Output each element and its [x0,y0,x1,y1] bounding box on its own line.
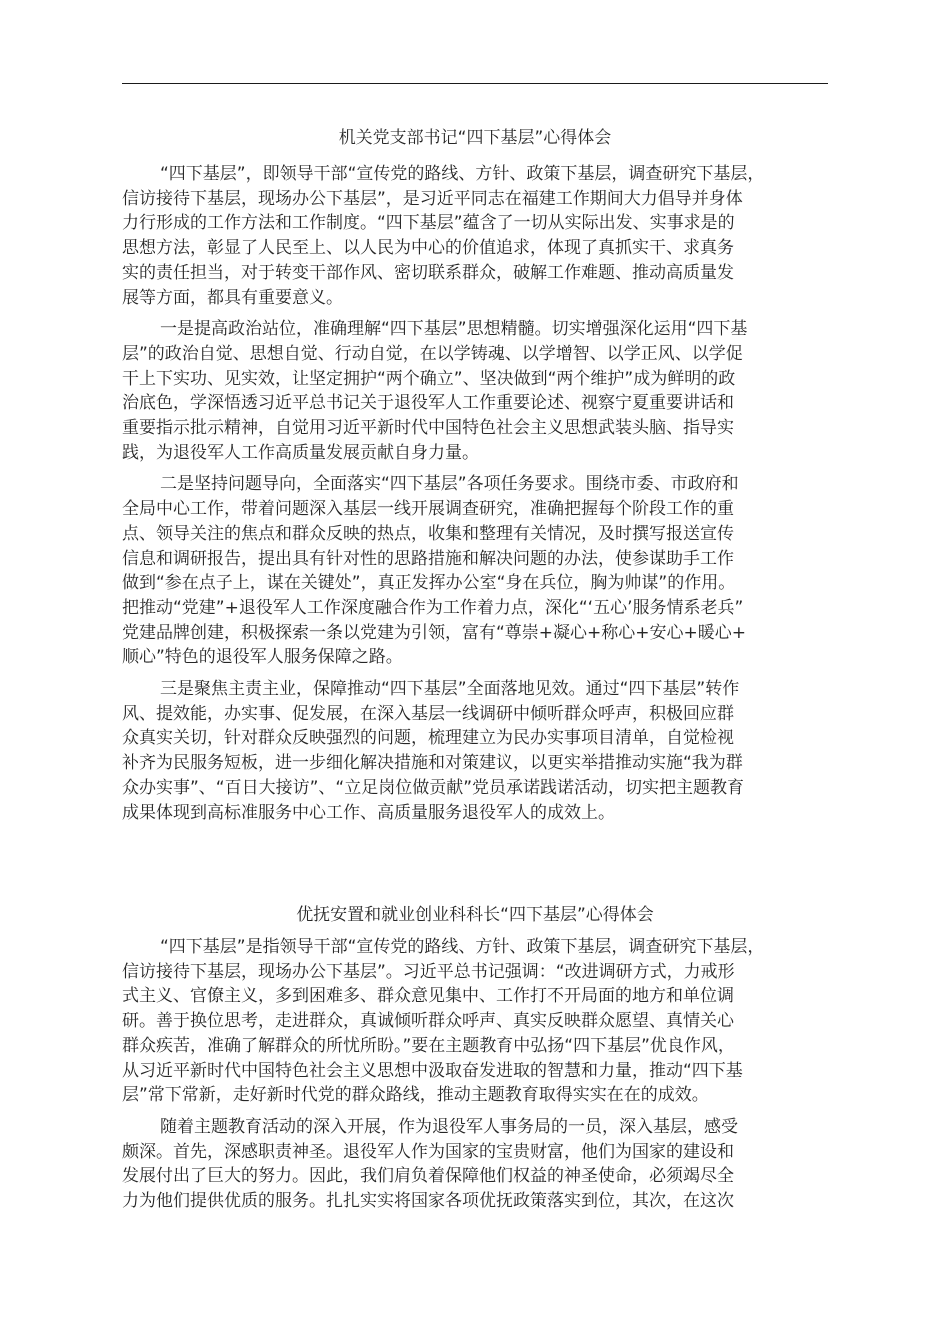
paragraph [122,162,838,310]
text-line: 展等方面，都具有重要意义。 [122,287,343,308]
text-line: 做到“参在点子上，谋在关键处”，真正发挥办公室“身在兵位，胸为帅谋”的作用。 [122,573,736,594]
text-line: 层”的政治自觉、思想自觉、行动自觉，在以学铸魂、以学增智、以学正风、以学促 [122,343,743,364]
text-line: 重要指示批示精神，自觉用习近平新时代中国特色社会主义思想武装头脑、指导实 [122,418,734,439]
text-line: 式主义、官僚主义，多到困难多、群众意见集中、工作打不开局面的地方和单位调 [122,986,734,1007]
text-line: 二是坚持问题导向，全面落实“四下基层”各项任务要求。围绕市委、市政府和 [160,474,739,495]
text-line: 信息和调研报告，提出具有针对性的思路措施和解决问题的办法，使参谋助手工作 [122,548,734,569]
text-line: 众办实事”、“百日大接访”、“立足岗位做贡献”党员承诺践诺活动，切实把主题教育 [122,777,745,798]
text-line: 践，为退役军人工作高质量发展贡献自身力量。 [122,442,479,463]
text-line: 成果体现到高标准服务中心工作、高质量服务退役军人的成效上。 [122,802,615,823]
paragraph [122,677,838,825]
text-line: 信访接待下基层，现场办公下基层”，是习近平同志在福建工作期间大力倡导并身体 [122,188,743,209]
document-body-1 [122,162,838,832]
text-line: 思想方法，彰显了人民至上、以人民为中心的价值追求，体现了真抓实干、求真务 [122,238,734,259]
text-line: 三是聚焦主责主业，保障推动“四下基层”全面落地见效。通过“四下基层”转作 [160,679,740,700]
text-line: 全局中心工作，带着问题深入基层一线开展调查研究，准确把握每个阶段工作的重 [122,499,734,520]
text-line: 层”常下常新，走好新时代党的群众路线，推动主题教育取得实实在在的成效。 [122,1085,709,1106]
document-title-2: 优抚安置和就业创业科科长“四下基层”心得体会 [296,905,654,925]
text-line: 顺心”特色的退役军人服务保障之路。 [122,647,403,668]
text-line: 力行形成的工作方法和工作制度。“四下基层”蕴含了一切从实际出发、实事求是的 [122,213,735,234]
header-rule [122,83,828,84]
text-line: 把推动“党建”+退役军人工作深度融合作为工作着力点，深化“‘五心’服务情系老兵” [122,597,744,618]
text-line: 研。善于换位思考，走进群众，真诚倾听群众呼声、真实反映群众愿望、真情关心 [122,1011,734,1032]
text-line: 发展付出了巨大的努力。因此，我们肩负着保障他们权益的神圣使命，必须竭尽全 [122,1166,734,1187]
text-line: 干上下实功、见实效，让坚定拥护“两个确立”、坚决做到“两个维护”成为鲜明的政 [122,368,736,389]
text-line: 群众疾苦，准确了解群众的所忧所盼。”要在主题教育中弘扬“四下基层”优良作风， [122,1035,735,1056]
text-line: 一是提高政治站位，准确理解“四下基层”思想精髓。切实增强深化运用“四下基 [160,319,748,340]
text-line: 力为他们提供优质的服务。扎扎实实将国家各项优抚政策落实到位，其次，在这次 [122,1191,734,1212]
paragraph [122,1115,838,1214]
text-line: 点、领导关注的焦点和群众反映的热点，收集和整理有关情况，及时撰写报送宣传 [122,523,734,544]
text-line: 治底色，学深悟透习近平总书记关于退役军人工作重要论述、视察宁夏重要讲话和 [122,393,734,414]
paragraph [122,935,838,1108]
document-title-1: 机关党支部书记“四下基层”心得体会 [338,128,612,148]
text-line: “四下基层”，即领导干部“宣传党的路线、方针、政策下基层，调查研究下基层， [160,164,765,184]
text-line: 颇深。首先，深感职责神圣。退役军人作为国家的宝贵财富，他们为国家的建设和 [122,1141,734,1162]
text-line: 补齐为民服务短板，进一步细化解决措施和对策建议，以更实举措推动实施“我为群 [122,753,743,774]
paragraph [122,317,838,465]
text-line: “四下基层”是指领导干部“宣传党的路线、方针、政策下基层，调查研究下基层， [160,937,765,957]
text-line: 党建品牌创建，积极探索一条以党建为引领，富有“尊崇+凝心+称心+安心+暖心+ [122,622,747,643]
text-line: 随着主题教育活动的深入开展，作为退役军人事务局的一员，深入基层，感受 [160,1116,738,1137]
text-line: 从习近平新时代中国特色社会主义思想中汲取奋发进取的智慧和力量，推动“四下基 [122,1060,743,1081]
text-line: 众真实关切，针对群众反映强烈的问题，梳理建立为民办实事项目清单，自觉检视 [122,728,734,749]
document-body-2 [122,935,838,1221]
paragraph [122,472,838,670]
text-line: 信访接待下基层，现场办公下基层”。习近平总书记强调：“改进调研方式，力戒形 [122,961,735,982]
text-line: 风、提效能，办实事、促发展，在深入基层一线调研中倾听群众呼声，积极回应群 [122,703,734,724]
text-line: 实的责任担当，对于转变干部作风、密切联系群众，破解工作难题、推动高质量发 [122,262,734,283]
